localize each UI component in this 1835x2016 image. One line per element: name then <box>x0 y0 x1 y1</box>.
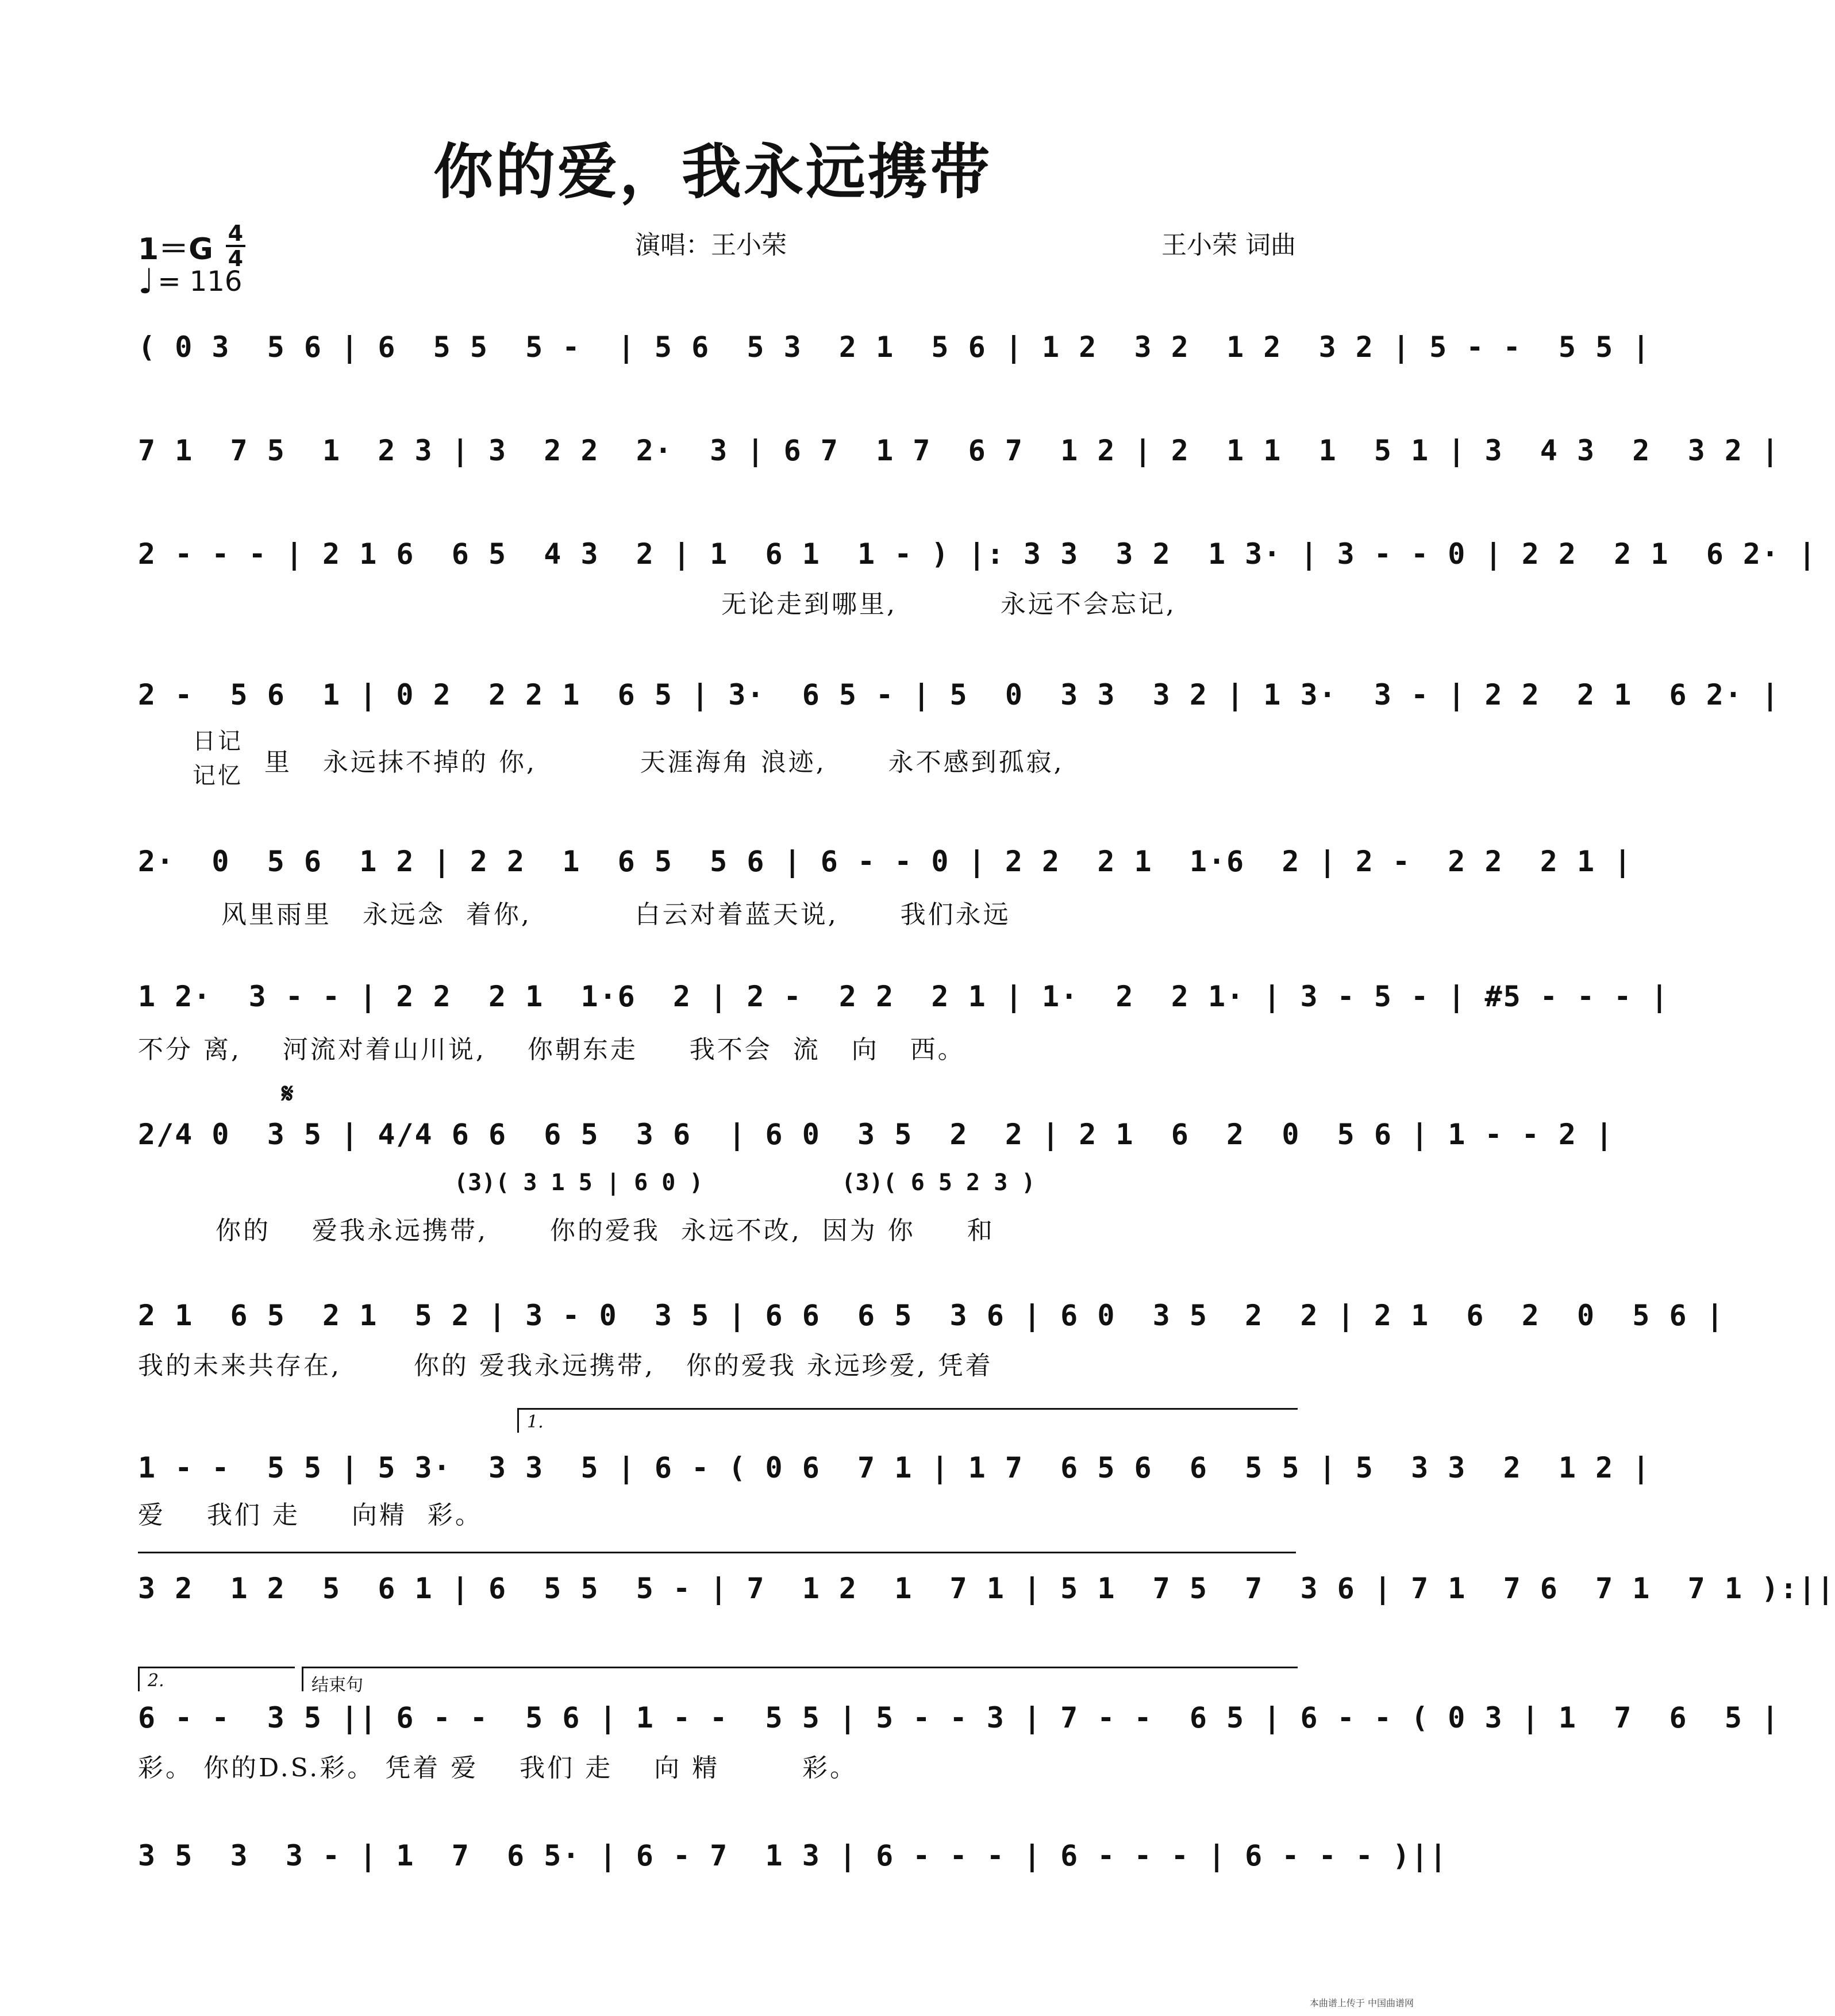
score-system-7: 2/4 0 3 5 | 4/4 6 6 6 5 3 6 | 6 0 3 5 2 2 | 2 1 6 2 0 5 6 | 1 - - 2 | <box>138 1118 1614 1151</box>
score-system-10: 3 2 1 2 5 6 1 | 6 5 5 5 - | 7 1 2 1 7 1 | 5 1 7 5 7 3 6 | 7 1 7 6 7 1 7 1 ):|| <box>138 1572 1835 1605</box>
ending-label: 结束句 <box>311 1675 363 1695</box>
lyrics-line-4: 里 永远抹不掉的 你, 天涯海角 浪迹, 永不感到孤寂, <box>264 748 1064 777</box>
lyrics-alt-a: 日记 <box>193 728 243 755</box>
lyrics-line-8: 我的未来共存在, 你的 爱我永远携带, 你的爱我 永远珍爱, 凭着 <box>138 1351 993 1380</box>
quarter-note-icon: ♩ <box>138 261 155 302</box>
score-system-4: 2 - 5 6 1 | 0 2 2 2 1 6 5 | 3· 6 5 - | 5 0 3 3 3 2 | 1 3· 3 - | 2 2 2 1 6 2· | <box>138 678 1780 711</box>
alternate-notes: (3)( 3 1 5 | 6 0 ) (3)( 6 5 2 3 ) <box>454 1169 1036 1196</box>
score-system-8: 2 1 6 5 2 1 5 2 | 3 - 0 3 5 | 6 6 6 5 3 6 | 6 0 3 5 2 2 | 2 1 6 2 0 5 6 | <box>138 1299 1725 1332</box>
lyrics-line-9: 爱 我们 走 向精 彩。 <box>138 1501 483 1530</box>
composer-credit: 王小荣 词曲 <box>1161 230 1296 260</box>
tempo-marking <box>138 261 242 302</box>
score-system-2: 7 1 7 5 1 2 3 | 3 2 2 2· 3 | 6 7 1 7 6 7 1 2 | 2 1 1 1 5 1 | 3 4 3 2 3 2 | <box>138 434 1780 467</box>
key-label: 1＝G <box>138 232 213 267</box>
volta-continuation <box>138 1552 1296 1553</box>
lyrics-alt-b: 记忆 <box>193 763 243 789</box>
volta-bracket-2 <box>138 1667 295 1691</box>
lyrics-line-6: 不分 离, 河流对着山川说, 你朝东走 我不会 流 向 西。 <box>138 1035 965 1064</box>
lyrics-line-3: 无论走到哪里, 永远不会忘记, <box>721 590 1176 619</box>
score-system-6: 1 2· 3 - - | 2 2 2 1 1·6 2 | 2 - 2 2 2 1 | 1· 2 2 1· | 3 - 5 - | #5 - - - | <box>138 980 1669 1013</box>
volta-bracket-1 <box>517 1408 1298 1433</box>
score-system-1: ( 0 3 5 6 | 6 5 5 5 - | 5 6 5 3 2 1 5 6 | 1 2 3 2 1 2 3 2 | 5 - - 5 5 | <box>138 330 1651 364</box>
volta-2-label: 2. <box>148 1671 164 1691</box>
lyrics-line-11: 彩。 你的D.S.彩。 凭着 爱 我们 走 向 精 彩。 <box>138 1753 857 1783</box>
tempo-value: = 116 <box>157 266 243 298</box>
time-denominator: 4 <box>228 246 244 271</box>
volta-1-label: 1. <box>527 1412 544 1432</box>
segno-icon: 𝄋 <box>282 1078 294 1110</box>
lyrics-line-7: 你的 爱我永远携带, 你的爱我 永远不改, 因为 你 和 <box>216 1216 995 1245</box>
score-system-9: 1 - - 5 5 | 5 3· 3 3 5 | 6 - ( 0 6 7 1 | 1 7 6 5 6 6 5 5 | 5 3 3 2 1 2 | <box>138 1451 1651 1484</box>
footer-watermark: 本曲谱上传于 中国曲谱网 <box>1309 1998 1414 2009</box>
ending-bracket <box>302 1667 1298 1695</box>
score-system-12: 3 5 3 3 - | 1 7 6 5· | 6 - 7 1 3 | 6 - - - | 6 - - - | 6 - - - )|| <box>138 1839 1448 1872</box>
lyrics-line-5: 风里雨里 永远念 着你, 白云对着蓝天说, 我们永远 <box>221 900 1011 929</box>
singer-credit: 演唱：王小荣 <box>635 230 787 260</box>
score-system-11: 6 - - 3 5 || 6 - - 5 6 | 1 - - 5 5 | 5 - - 3 | 7 - - 6 5 | 6 - - ( 0 3 | 1 7 6 5 | <box>138 1701 1780 1734</box>
time-numerator: 4 <box>228 221 244 246</box>
score-system-3: 2 - - - | 2 1 6 6 5 4 3 2 | 1 6 1 1 - ) |: 3 3 3 2 1 3· | 3 - - 0 | 2 2 2 1 6 2· | <box>138 537 1817 571</box>
score-system-5: 2· 0 5 6 1 2 | 2 2 1 6 5 5 6 | 6 - - 0 | 2 2 2 1 1·6 2 | 2 - 2 2 2 1 | <box>138 845 1633 878</box>
page-title: 你的爱，我永远携带 <box>433 136 992 207</box>
